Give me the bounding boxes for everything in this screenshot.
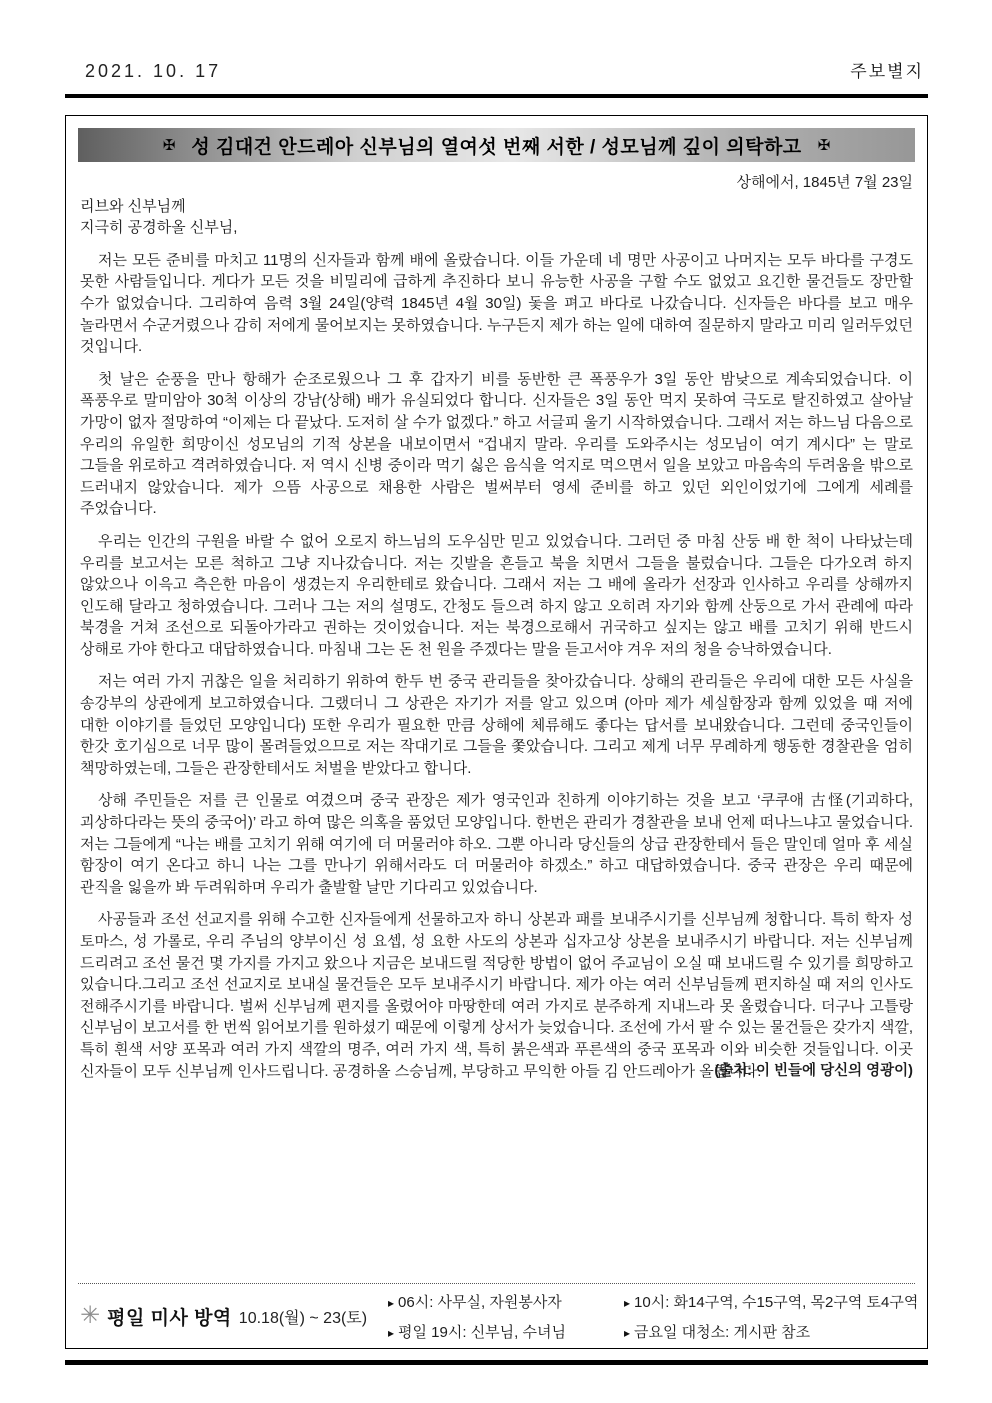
triangle-bullet-icon: ▸ [388, 1295, 395, 1310]
notice-heading [78, 1303, 388, 1330]
page-header [65, 57, 928, 82]
letter-paragraph: 저는 모든 준비를 마치고 11명의 신자들과 함께 배에 올랐습니다. 이들 가운데 네 명만 사공이고 나머지는 모두 바다를 구경도 못한 사람들입니다. 게다가 모든 것을 비밀리에 급하게 추진하다 보니 유능한 사공을 구할 수도 없었고 요긴한 물건들도 장만할 수가 없었습니다. 그리하여 음력 3월 24일(양력 1845년 4월 30일) 돛을 펴고 바다로 나갔습니다. 신자들은 바다를 보고 매우 놀라면서 수군거렸으나 감히 저에게 물어보지는 못하였습니다. 누구든지 제가 하는 일에 대하여 질문하지 말라고 미리 일러두었던 것입니다. [80, 251, 913, 356]
triangle-bullet-icon: ▸ [624, 1325, 631, 1340]
letter-paragraph: 우리는 인간의 구원을 바랄 수 없어 오로지 하느님의 도우심만 믿고 있었습니다. 그러던 중 마침 산둥 배 한 척이 나타났는데 우리를 보고서는 모른 척하고 그냥 지나갔습니다. 저는 깃발을 흔들고 북을 치면서 그들을 불렀습니다. 그들은 다가오려 하지 않았으나 이윽고 측은한 마음이 생겼는지 우리한테로 왔습니다. 그래서 저는 그 배에 올라가 선장과 인사하고 우리를 상해까지 인도해 달라고 청하였습니다. 그러나 그는 저의 설명도, 간청도 들으려 하지 않고 오히려 자기와 함께 산둥으로 가서 관례에 따라 북경을 거쳐 조선으로 되돌아가라고 권하는 것이었습니다. 저는 북경으로해서 귀국하고 싶지는 않고 배를 고치기 위해 반드시 상해로 가야 한다고 대답하였습니다. 마침내 그는 돈 천 원을 주겠다는 말을 듣고서야 겨우 저의 청을 승낙하였습니다. [80, 532, 913, 658]
notice-item [624, 1291, 918, 1312]
notice-item [388, 1291, 616, 1312]
letter-paragraph: 저는 여러 가지 귀찮은 일을 처리하기 위하여 한두 번 중국 관리들을 찾아갔습니다. 상해의 관리들은 우리에 대한 모든 사실을 송강부의 상관에게 보고하였습니다. 그랬더니 그 상관은 자기가 저를 알고 있으며 (아마 제가 세실함장과 함께 있었을 때 저에 대한 이야기를 들었던 모양입니다) 또한 우리가 필요한 만큼 상해에 체류해도 좋다는 답서를 보내왔습니다. 그런데 중국인들이 한갓 호기심으로 너무 많이 몰려들었으므로 저는 작대기로 그들을 쫓았습니다. 그리고 제게 너무 무례하게 행동한 경찰관을 엄히 책망하였는데, 그들은 관장한테서도 처벌을 받았다고 합니다. [80, 673, 913, 777]
asterisk-burst-icon: ✳ [80, 1302, 101, 1329]
letter-title: 성 김대건 안드레아 신부님의 열여섯 번째 서한 / 성모님께 깊이 의탁하고 [191, 136, 802, 158]
notice-item [624, 1321, 918, 1342]
notice-period: 10.18(월) ~ 23(토) [238, 1309, 368, 1327]
triangle-bullet-icon: ▸ [624, 1295, 631, 1310]
maltese-cross-right-icon: ✠ [817, 136, 831, 154]
notice-item-text: 06시: 사무실, 자원봉사자 [398, 1293, 562, 1311]
letter-source: (출처: 이 빈들에 당신의 영광이) [714, 1063, 913, 1080]
maltese-cross-left-icon: ✠ [162, 136, 176, 154]
notice-item [388, 1321, 616, 1342]
header-rule [65, 94, 928, 98]
letter-greeting: 지극히 공경하올 신부님, [80, 219, 238, 237]
letter-recipient: 리브와 신부님께 [80, 197, 186, 215]
triangle-bullet-icon: ▸ [388, 1325, 395, 1340]
letter-body [78, 162, 915, 1283]
letter-title-bar [78, 128, 915, 162]
letter-paragraph: 사공들과 조선 선교지를 위해 수고한 신자들에게 선물하고자 하니 상본과 패를 보내주시기를 신부님께 청합니다. 특히 학자 성 토마스, 성 가롤로, 우리 주님의 양부이신 성 요셉, 성 요한 사도의 상본과 십자고상 상본을 보내주시기 바랍니다. 저는 신부님께 드리려고 조선 물건 몇 가지를 가지고 왔으나 지금은 보내드릴 적당한 방법이 없어 주교님이 오실 때 보내드릴 수 있기를 희망하고 있습니다.그리고 조선 선교지로 보내실 물건들은 모두 보내주시기 바랍니다. 제가 아는 여러 신부님들께 편지하실 때 저의 인사도 전해주시기를 바랍니다. 벌써 신부님께 편지를 올렸어야 마땅한데 여러 가지로 분주하게 지내느라 못 올렸습니다. 더구나 고틀랑 신부님이 보고서를 한 번씩 읽어보기를 원하셨기 때문에 이렇게 상서가 늦었습니다. 조선에 가서 팔 수 있는 물건들은 갖가지 색깔, 특히 흰색 서양 포목과 여러 가지 색깔의 명주, 여러 가지 색, 특히 붉은색과 푸른색의 중국 포목과 이와 비슷한 것들입니다. 이곳 신자들이 모두 신부님께 인사드립니다. 공경하올 스승님께, 부당하고 무익한 아들 김 안드레아가 올립니다. [80, 911, 913, 1080]
weekday-mass-notice [78, 1284, 919, 1348]
page-date: 2021. 10. 17 [85, 61, 222, 81]
notice-item-text: 10시: 화14구역, 수15구역, 목2구역 토4구역 [634, 1293, 919, 1311]
letter-box [65, 115, 928, 1349]
footer-rule [65, 1360, 928, 1365]
notice-grid [388, 1291, 918, 1342]
letter-dateline: 상해에서, 1845년 7월 23일 [736, 174, 913, 191]
letter-paragraph: 첫 날은 순풍을 만나 항해가 순조로웠으나 그 후 갑자기 비를 동반한 큰 폭풍우가 3일 동안 밤낮으로 계속되었습니다. 이 폭풍우로 말미암아 30척 이상의 강남(상해) 배가 유실되었다 합니다. 신자들은 3일 동안 먹지 못하여 극도로 탈진하였고 살아날 가망이 없자 절망하여 “이제는 다 끝났다. 도저히 살 수가 없겠다.” 하고 서글피 울기 시작하였습니다. 그래서 저는 하느님 다음으로 우리의 유일한 희망이신 성모님의 기적 상본을 내보이면서 “겁내지 말라. 우리를 도와주시는 성모님이 여기 계시다” 는 말로 그들을 위로하고 격려하였습니다. 저 역시 신병 중이라 먹기 싫은 음식을 억지로 먹으면서 일을 보았고 마음속의 두려움을 밖으로 드러내지 않았습니다. 제가 으뜸 사공으로 채용한 사람은 벌써부터 영세 준비를 하고 있던 외인이었기에 그에게 세례를 주었습니다. [80, 370, 913, 518]
letter-paragraph: 상해 주민들은 저를 큰 인물로 여겼으며 중국 관장은 제가 영국인과 친하게 이야기하는 것을 보고 ‘쿠쿠애 古怪(기괴하다, 괴상하다라는 뜻의 중국어)’ 라고 하여 많은 의혹을 품었던 모양입니다. 한번은 관리가 경찰관을 보내 언제 떠나느냐고 물었습니다. 저는 그들에게 “나는 배를 고치기 위해 여기에 더 머물러야 하오. 그뿐 아니라 당신들의 상급 관장한테서 들은 말인데 얼마 후 세실 함장이 여기 온다고 하니 나는 그를 만나기 위해서라도 더 머물러야 하겠소.” 하고 대답하였습니다. 중국 관장은 우리 때문에 관직을 잃을까 봐 두려워하며 우리가 출발할 날만 기다리고 있었습니다. [80, 792, 913, 896]
page-label: 주보별지 [850, 62, 924, 81]
notice-item-text: 금요일 대청소: 게시판 참조 [634, 1323, 811, 1341]
notice-title: 평일 미사 방역 [107, 1307, 232, 1329]
notice-item-text: 평일 19시: 신부님, 수녀님 [398, 1323, 566, 1341]
